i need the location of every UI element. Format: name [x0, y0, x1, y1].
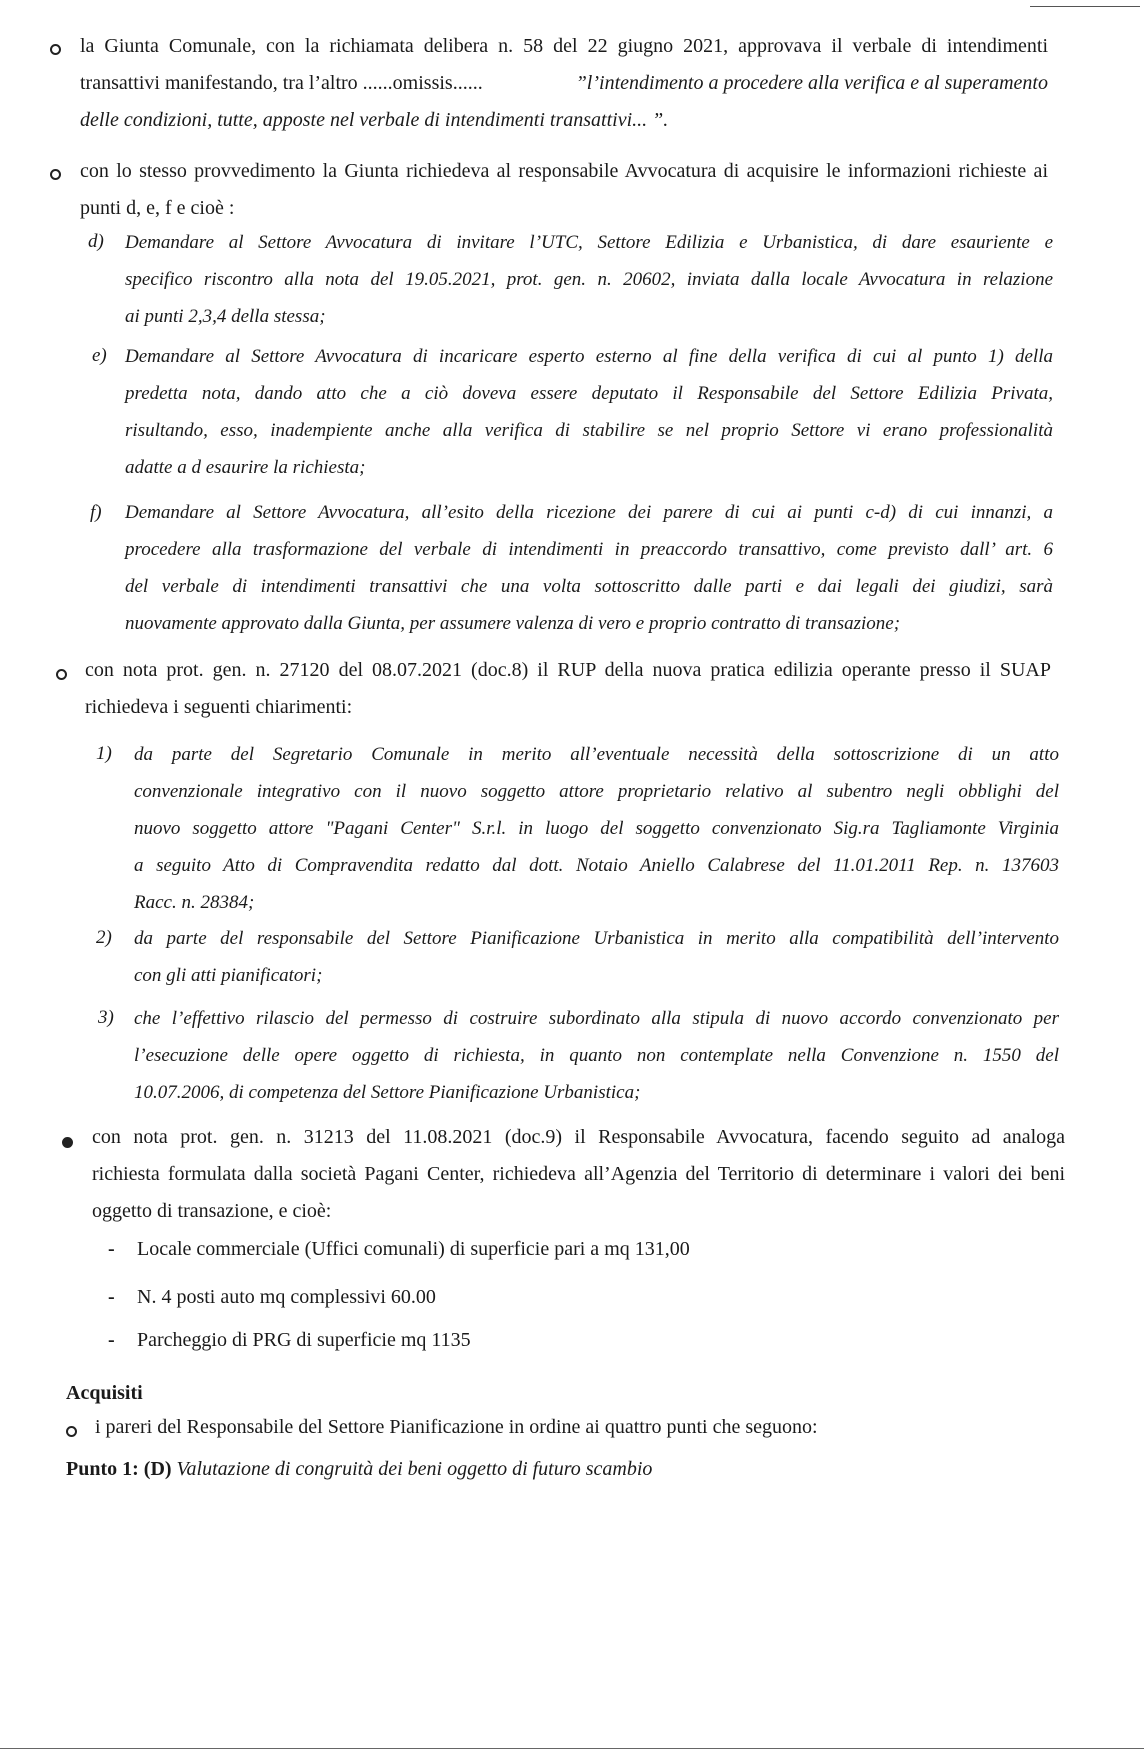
dash-marker: - — [108, 1238, 115, 1260]
list-marker: 1) — [96, 743, 112, 764]
bullet-icon — [66, 1426, 77, 1437]
text-line: l’esecuzione delle opere oggetto di richiesta, in quanto non contemplate nella Convenzione n. 1550 del — [134, 1045, 1059, 1066]
text-line: Demandare al Settore Avvocatura di invitare l’UTC, Settore Edilizia e Urbanistica, di dare esauriente e — [125, 232, 1053, 253]
text-line: Demandare al Settore Avvocatura di incaricare esperto esterno al fine della verifica di cui al punto 1) della — [125, 346, 1053, 367]
text-line — [80, 65, 1048, 102]
paragraph-agenzia — [92, 1119, 1065, 1230]
text-line: con lo stesso provvedimento la Giunta richiedeva al responsabile Avvocatura di acquisire le informazioni richieste ai — [80, 160, 1048, 182]
bottom-rule — [0, 1748, 1144, 1749]
bullet-icon — [56, 669, 67, 680]
dash-marker: - — [108, 1286, 115, 1308]
dash-item: N. 4 posti auto mq complessivi 60.00 — [137, 1286, 436, 1308]
punto-text: Valutazione di congruità dei beni oggetto di futuro scambio — [176, 1458, 653, 1480]
text-line: delle condizioni, tutte, apposte nel verbale di intendimenti transattivi... ”. — [80, 109, 669, 131]
list-marker: 3) — [98, 1007, 114, 1028]
list-marker: 2) — [96, 927, 112, 948]
subitem-e — [125, 338, 1053, 486]
paragraph-provvedimento — [80, 153, 1048, 227]
list-marker: e) — [92, 345, 107, 366]
punto-label: Punto 1: (D) — [66, 1458, 172, 1480]
text-line: da parte del responsabile del Settore Pianificazione Urbanistica in merito alla compatibilità dell’intervento — [134, 928, 1059, 949]
text-span: transattivi manifestando, tra l’altro ......omissis...... — [80, 72, 483, 94]
text-line: risultando, esso, inadempiente anche alla verifica di stabilire se nel proprio Settore vi erano professionalità — [125, 420, 1053, 441]
subitem-1 — [134, 736, 1059, 921]
subitem-3 — [134, 1000, 1059, 1111]
text-line: Racc. n. 28384; — [134, 892, 255, 913]
subitem-d — [125, 224, 1053, 335]
list-marker: f) — [90, 502, 102, 523]
text-line: del verbale di intendimenti transattivi che una volta sottoscritto dalle parti e dai legali dei giudizi, sarà — [125, 576, 1053, 597]
bullet-icon — [50, 169, 61, 180]
text-line: convenzionale integrativo con il nuovo soggetto attore proprietario relativo al subentro negli obblighi del — [134, 781, 1059, 802]
bullet-icon — [62, 1137, 73, 1148]
text-line: nuovamente approvato dalla Giunta, per assumere valenza di vero e proprio contratto di transazione; — [125, 613, 901, 634]
heading-acquisiti: Acquisiti — [66, 1382, 143, 1404]
text-line: richiesta formulata dalla società Pagani Center, richiedeva all’Agenzia del Territorio di determinare i valori dei beni — [92, 1163, 1065, 1185]
top-rule — [1030, 6, 1140, 7]
text-line: a seguito Atto di Compravendita redatto dal dott. Notaio Aniello Calabrese del 11.01.2011 Rep. n. 137603 — [134, 855, 1059, 876]
dash-marker: - — [108, 1329, 115, 1351]
dash-item: Locale commerciale (Uffici comunali) di superficie pari a mq 131,00 — [137, 1238, 690, 1260]
acquisiti-bullet-text: i pareri del Responsabile del Settore Pianificazione in ordine ai quattro punti che seguono: — [95, 1416, 818, 1438]
paragraph-giunta — [80, 28, 1048, 139]
text-line: predetta nota, dando atto che a ciò doveva essere deputato il Responsabile del Settore Edilizia Privata, — [125, 383, 1053, 404]
text-line: punti d, e, f e cioè : — [80, 197, 235, 219]
text-line: nuovo soggetto attore "Pagani Center" S.r.l. in luogo del soggetto convenzionato Sig.ra Tagliamonte Virginia — [134, 818, 1059, 839]
text-line: specifico riscontro alla nota del 19.05.2021, prot. gen. n. 20602, inviata dalla locale Avvocatura in relazione — [125, 269, 1053, 290]
text-line: adatte a d esaurire la richiesta; — [125, 457, 366, 478]
text-line: da parte del Segretario Comunale in merito all’eventuale necessità della sottoscrizione di un atto — [134, 744, 1059, 765]
dash-item: Parcheggio di PRG di superficie mq 1135 — [137, 1329, 471, 1351]
text-line: 10.07.2006, di competenza del Settore Pianificazione Urbanistica; — [134, 1082, 641, 1103]
text-line: con gli atti pianificatori; — [134, 965, 323, 986]
text-line: con nota prot. gen. n. 27120 del 08.07.2021 (doc.8) il RUP della nuova pratica edilizia operante presso il SUAP — [85, 659, 1051, 681]
paragraph-rup — [85, 652, 1051, 726]
punto-1 — [66, 1458, 652, 1481]
subitem-2 — [134, 920, 1059, 994]
text-line: oggetto di transazione, e cioè: — [92, 1200, 332, 1222]
text-line: con nota prot. gen. n. 31213 del 11.08.2021 (doc.9) il Responsabile Avvocatura, facendo seguito ad analoga — [92, 1126, 1065, 1148]
bullet-icon — [50, 44, 61, 55]
subitem-f — [125, 494, 1053, 642]
text-line: la Giunta Comunale, con la richiamata delibera n. 58 del 22 giugno 2021, approvava il verbale di intendimenti — [80, 35, 1048, 57]
text-line: Demandare al Settore Avvocatura, all’esito della ricezione dei parere di cui ai punti c-d) di cui innanzi, a — [125, 502, 1053, 523]
text-line: ai punti 2,3,4 della stessa; — [125, 306, 326, 327]
text-line: richiedeva i seguenti chiarimenti: — [85, 696, 353, 718]
text-line: procedere alla trasformazione del verbale di intendimenti in preaccordo transattivo, come previsto dall’ art. 6 — [125, 539, 1053, 560]
list-marker: d) — [88, 231, 104, 252]
text-line: che l’effettivo rilascio del permesso di costruire subordinato alla stipula di nuovo accordo convenzionato per — [134, 1008, 1059, 1029]
quote-span: ”l’intendimento a procedere alla verifica e al superamento — [575, 72, 1048, 94]
